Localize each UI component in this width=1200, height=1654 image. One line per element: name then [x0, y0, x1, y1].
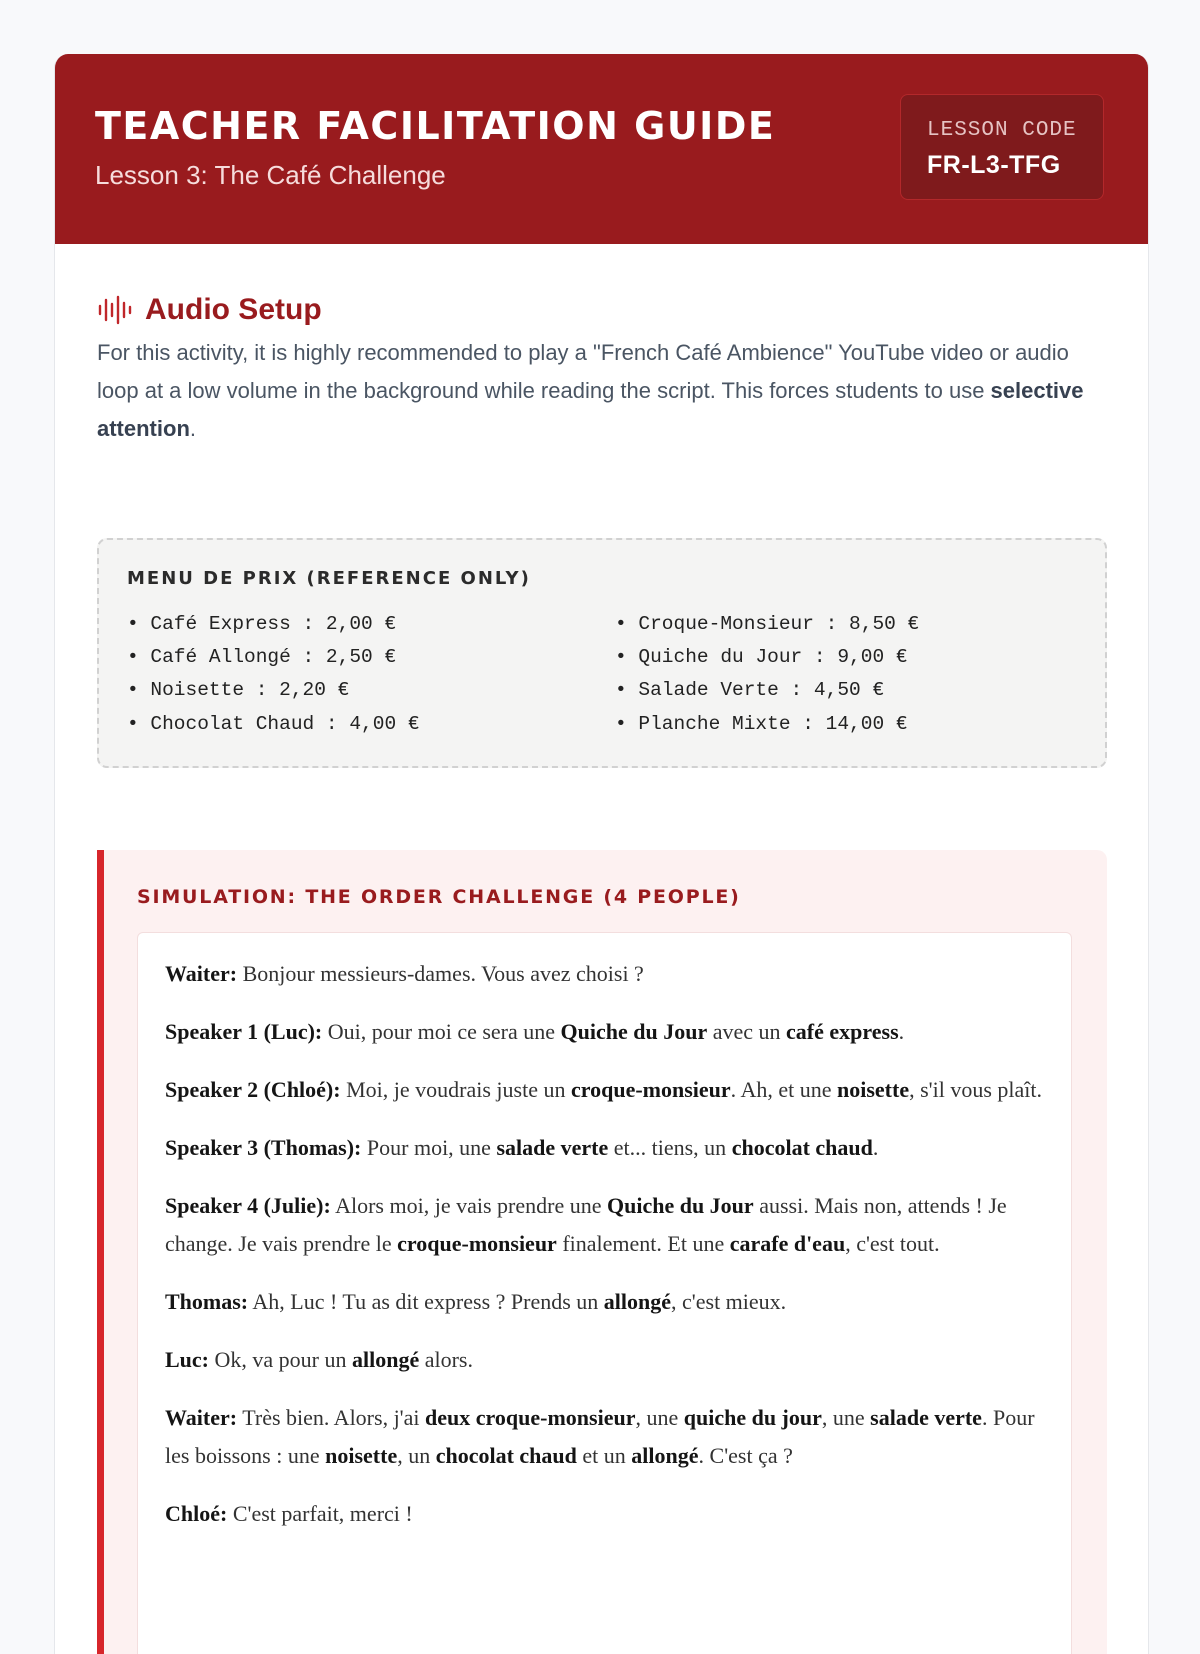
highlighted-item: chocolat chaud — [731, 1135, 873, 1160]
dialogue-text: avec un — [707, 1019, 787, 1044]
menu-title: MENU DE PRIX (REFERENCE ONLY) — [127, 568, 531, 589]
audio-text-emphasis: selective attention — [97, 378, 1084, 441]
highlighted-item: chocolat chaud — [435, 1443, 577, 1468]
dialogue-text: . — [898, 1019, 905, 1044]
highlighted-item: café express — [786, 1019, 899, 1044]
dialogue-line — [165, 1283, 1045, 1321]
dialogue-text: Très bien. Alors, j'ai — [237, 1405, 426, 1430]
dialogue-line — [165, 1013, 1045, 1051]
lesson-subtitle: Lesson 3: The Café Challenge — [95, 160, 446, 190]
lesson-code-label: LESSON CODE — [927, 119, 1077, 142]
dialogue-line — [165, 1187, 1045, 1263]
highlighted-item: salade verte — [496, 1135, 609, 1160]
dialogue-text: . Ah, et une — [730, 1077, 837, 1102]
dialogue-line — [165, 955, 1045, 993]
audio-setup-text — [97, 334, 1097, 448]
dialogue-text: Alors moi, je vais prendre une — [330, 1193, 607, 1218]
dialogue-text: Pour moi, une — [361, 1135, 497, 1160]
audio-setup-title: Audio Setup — [145, 293, 322, 326]
highlighted-item: carafe d'eau — [729, 1231, 846, 1256]
menu-item: • Planche Mixte : 14,00 € — [615, 712, 908, 735]
dialogue-text: , c'est tout. — [845, 1231, 940, 1256]
dialogue-text: aussi. Mais non, attends ! Je change. Je vais prendre le — [165, 1193, 1007, 1256]
menu-item: • Café Allongé : 2,50 € — [127, 646, 397, 669]
speaker-label: Chloé: — [165, 1501, 228, 1526]
dialogue-text: . — [872, 1135, 879, 1160]
highlighted-item: salade verte — [870, 1405, 982, 1430]
lesson-code-value: FR-L3-TFG — [927, 151, 1061, 179]
dialogue-text: finalement. Et une — [556, 1231, 730, 1256]
highlighted-item: croque-monsieur — [397, 1231, 557, 1256]
highlighted-item: allongé — [603, 1289, 672, 1314]
highlighted-item: allongé — [631, 1443, 699, 1468]
highlighted-item: Quiche du Jour — [560, 1019, 708, 1044]
dialogue-text: C'est parfait, merci ! — [227, 1501, 413, 1526]
highlighted-item: allongé — [351, 1347, 420, 1372]
highlighted-item: Quiche du Jour — [606, 1193, 754, 1218]
audio-text-end: . — [189, 416, 197, 441]
dialogue-text: , c'est mieux. — [671, 1289, 787, 1314]
guide-header — [55, 54, 1148, 244]
dialogue-line — [165, 1341, 1045, 1379]
dialogue-text: , un — [397, 1443, 436, 1468]
dialogue-text: Oui, pour moi ce sera une — [322, 1019, 561, 1044]
highlighted-item: noisette — [325, 1443, 398, 1468]
highlighted-item: quiche du jour — [683, 1405, 822, 1430]
speaker-label: Luc: — [165, 1347, 209, 1372]
speaker-label: Speaker 3 (Thomas): — [165, 1135, 362, 1160]
dialogue-text: Ah, Luc ! Tu as dit express ? Prends un — [248, 1289, 604, 1314]
menu-item: • Quiche du Jour : 9,00 € — [615, 646, 908, 669]
guide-card — [54, 54, 1149, 1654]
menu-item: • Café Express : 2,00 € — [127, 613, 397, 635]
dialogue-line — [165, 1071, 1045, 1109]
price-menu — [97, 538, 1107, 768]
dialogue-line — [165, 1399, 1045, 1475]
speaker-label: Speaker 1 (Luc): — [165, 1019, 323, 1044]
highlighted-item: croque-monsieur — [570, 1077, 731, 1102]
simulation-section — [97, 850, 1107, 1654]
audio-wave-icon — [97, 295, 133, 325]
speaker-label: Speaker 2 (Chloé): — [165, 1077, 341, 1102]
dialogue-text: , une — [821, 1405, 871, 1430]
highlighted-item: noisette — [837, 1077, 910, 1102]
dialogue-text: Moi, je voudrais juste un — [340, 1077, 571, 1102]
menu-item: • Croque-Monsieur : 8,50 € — [615, 613, 920, 635]
dialogue-text: alors. — [419, 1347, 473, 1372]
audio-text-main: For this activity, it is highly recommended to play a "French Café Ambience" YouTube video or audio loop at a low volume in the background while reading the script. This forces students to use — [97, 340, 1069, 403]
dialogue-text: Ok, va pour un — [209, 1347, 352, 1372]
dialogue-text: et un — [576, 1443, 632, 1468]
dialogue-text: , une — [635, 1405, 684, 1430]
simulation-title: SIMULATION: THE ORDER CHALLENGE (4 PEOPLE) — [137, 886, 741, 908]
menu-list-right — [615, 608, 919, 741]
speaker-label: Speaker 4 (Julie): — [165, 1193, 331, 1218]
highlighted-item: deux croque-monsieur — [425, 1405, 636, 1430]
audio-setup-heading — [97, 290, 322, 330]
menu-item: • Chocolat Chaud : 4,00 € — [127, 712, 420, 735]
dialogue-text: Bonjour messieurs-dames. Vous avez choisi ? — [237, 961, 644, 986]
menu-item: • Salade Verte : 4,50 € — [615, 679, 885, 702]
speaker-label: Thomas: — [165, 1289, 249, 1314]
lesson-code-box — [900, 94, 1104, 200]
dialogue-script — [137, 932, 1072, 1654]
menu-list-left — [127, 608, 420, 741]
dialogue-line — [165, 1129, 1045, 1167]
dialogue-line — [165, 1495, 1045, 1533]
page-title: TEACHER FACILITATION GUIDE — [95, 104, 776, 148]
dialogue-text: . Pour les boissons : une — [165, 1405, 1035, 1468]
speaker-label: Waiter: — [165, 1405, 238, 1430]
dialogue-text: . C'est ça ? — [698, 1443, 793, 1468]
speaker-label: Waiter: — [165, 961, 238, 986]
dialogue-text: , s'il vous plaît. — [909, 1077, 1043, 1102]
dialogue-text: et... tiens, un — [608, 1135, 732, 1160]
menu-item: • Noisette : 2,20 € — [127, 679, 350, 702]
